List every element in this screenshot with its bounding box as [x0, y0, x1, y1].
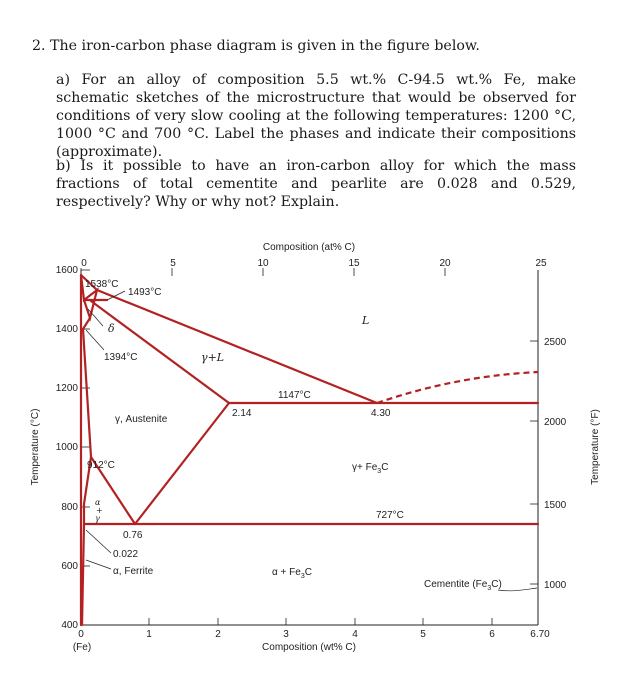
top-tick-10: 10: [257, 258, 269, 269]
label-delta: δ: [108, 322, 115, 335]
top-tick-0: 0: [81, 258, 87, 269]
right-tick-2000: 2000: [544, 417, 567, 428]
top-tick-20: 20: [439, 258, 451, 269]
ferrite-solvus: [82, 504, 84, 625]
top-tick-15: 15: [348, 258, 360, 269]
label-alpha-gamma: α + γ: [95, 498, 103, 523]
label-liquid: L: [362, 314, 370, 327]
label-1538: 1538°C: [85, 279, 119, 290]
question-part-b: b) Is it possible to have an iron-carbon alloy for which the mass fractions of total cementite and pearlite are 0.028 and 0.529, respectively? Why or why not? Explain.: [56, 158, 576, 210]
label-1394: 1394°C: [104, 352, 138, 363]
right-ticks: [530, 341, 538, 584]
label-1147: 1147°C: [278, 390, 311, 401]
left-tick-800: 800: [61, 502, 78, 513]
leader-1394: [86, 330, 104, 350]
label-0022: 0.022: [113, 549, 139, 560]
label-912: 912°C: [87, 460, 115, 471]
label-214: 2.14: [232, 408, 252, 419]
bottom-tick-4: 4: [352, 629, 358, 640]
label-1493: 1493°C: [128, 287, 162, 298]
label-alpha-fe3c: $\alpha + Fe_3C$: [272, 567, 312, 580]
right-tick-2500: 2500: [544, 337, 567, 348]
top-axis-title: Composition (at% C): [262, 242, 356, 253]
label-cementite: Cementite $(Fe_3C)$: [424, 579, 502, 592]
bottom-axis-title: Composition (wt% C): [262, 642, 356, 653]
label-gamma-fe3c: $\gamma+ Fe_3C$: [352, 462, 389, 475]
right-tick-1500: 1500: [544, 500, 567, 511]
leader-0022: [86, 530, 111, 553]
question-part-a: a) For an alloy of composition 5.5 wt.% C-94.5 wt.% Fe, make schematic sketches of the microstructure that would be observed for conditions of very slow cooling at the following temperatures: 1200 °C, 1000 °C and 700 °C. Label the phases and indicate their compositions (approximate).: [56, 72, 576, 160]
label-727: 727°C: [376, 510, 404, 521]
top-ticks: [81, 268, 445, 276]
bottom-tick-0: 0: [78, 629, 84, 640]
left-tick-1000: 1000: [55, 442, 78, 453]
bottom-tick-6: 6: [489, 629, 495, 640]
leader-ferrite: [86, 560, 111, 569]
liquidus-left: [97, 290, 377, 403]
liquidus-right-dashed: [377, 372, 538, 403]
bottom-tick-2: 2: [215, 629, 221, 640]
bottom-tick-670: 6.70: [530, 629, 550, 640]
left-tick-1600: 1600: [55, 265, 78, 276]
bottom-tick-3: 3: [283, 629, 289, 640]
leader-cementite: [498, 588, 537, 591]
bottom-tick-5: 5: [420, 629, 426, 640]
label-ferrite: α, Ferrite: [113, 566, 154, 577]
bottom-tick-1: 1: [146, 629, 152, 640]
iron-carbon-phase-diagram: [0, 232, 637, 681]
left-tick-400: 400: [61, 620, 78, 631]
left-tick-1200: 1200: [55, 383, 78, 394]
right-axis-title: Temperature (°F): [590, 409, 601, 485]
label-austenite: γ, Austenite: [115, 414, 168, 425]
question-title: 2. The iron-carbon phase diagram is given in the figure below.: [32, 38, 480, 54]
right-tick-1000: 1000: [544, 580, 567, 591]
top-tick-25: 25: [535, 258, 547, 269]
left-tick-1400: 1400: [55, 324, 78, 335]
left-tick-600: 600: [61, 561, 78, 572]
label-076: 0.76: [123, 530, 143, 541]
label-430: 4.30: [371, 408, 391, 419]
bottom-ticks: [81, 618, 492, 625]
left-axis-title: Temperature (°C): [30, 408, 41, 486]
top-tick-5: 5: [170, 258, 176, 269]
label-gamma-liquid: γ+L: [201, 351, 225, 364]
bottom-origin-label: (Fe): [72, 642, 92, 653]
